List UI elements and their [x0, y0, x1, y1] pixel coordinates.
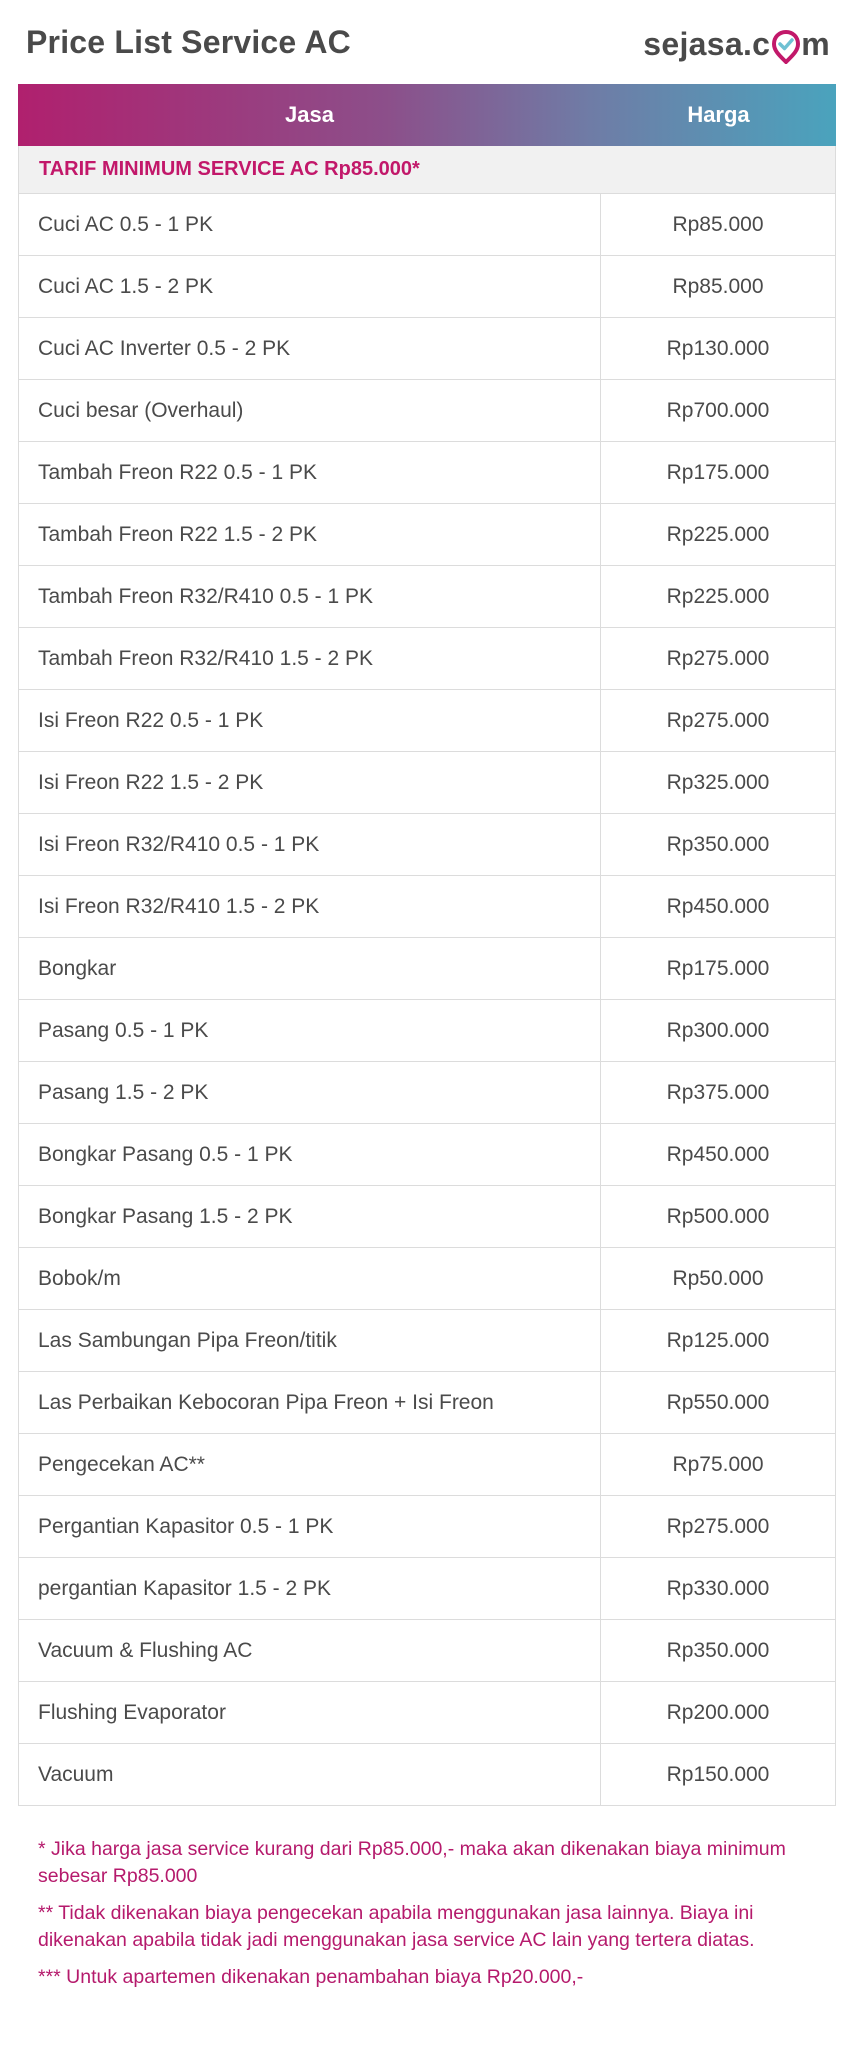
price-cell: Rp500.000 [666, 1204, 770, 1228]
table-row [19, 380, 835, 442]
service-name-cell: Isi Freon R22 0.5 - 1 PK [19, 690, 601, 751]
location-check-icon [772, 30, 800, 64]
service-name-cell: pergantian Kapasitor 1.5 - 2 PK [19, 1558, 601, 1619]
service-name-cell: Pergantian Kapasitor 0.5 - 1 PK [19, 1496, 601, 1557]
footnote: * Jika harga jasa service kurang dari Rp85.000,- maka akan dikenakan biaya minimum sebesar Rp85.000 [38, 1838, 786, 1887]
column-header-harga: Harga [687, 102, 750, 127]
price-cell: Rp50.000 [672, 1266, 764, 1290]
table-row [19, 566, 835, 628]
service-name-cell: Cuci AC 0.5 - 1 PK [19, 194, 601, 255]
page-header [0, 0, 854, 85]
table-row [19, 690, 835, 752]
price-cell: Rp275.000 [666, 708, 770, 732]
service-name-cell: Bongkar Pasang 1.5 - 2 PK [19, 1186, 601, 1247]
service-name-cell: Tambah Freon R32/R410 1.5 - 2 PK [19, 628, 601, 689]
service-name-cell: Tambah Freon R22 1.5 - 2 PK [19, 504, 601, 565]
table-row [19, 1682, 835, 1744]
price-cell: Rp350.000 [666, 832, 770, 856]
price-cell: Rp75.000 [672, 1452, 764, 1476]
footnote: *** Untuk apartemen dikenakan penambahan biaya Rp20.000,- [38, 1966, 584, 1988]
table-header [18, 84, 836, 146]
price-cell: Rp150.000 [666, 1762, 770, 1786]
price-cell: Rp700.000 [666, 398, 770, 422]
price-cell: Rp225.000 [666, 522, 770, 546]
table-row [19, 1062, 835, 1124]
service-name-cell: Cuci AC 1.5 - 2 PK [19, 256, 601, 317]
table-row [19, 1434, 835, 1496]
minimum-tariff-row: TARIF MINIMUM SERVICE AC Rp85.000* [18, 146, 836, 194]
service-name-cell: Bongkar [19, 938, 601, 999]
service-name-cell: Tambah Freon R22 0.5 - 1 PK [19, 442, 601, 503]
service-name-cell: Las Perbaikan Kebocoran Pipa Freon + Isi Freon [19, 1372, 601, 1433]
table-row [19, 876, 835, 938]
table-row [19, 1372, 835, 1434]
service-name-cell: Vacuum [19, 1744, 601, 1805]
table-row [19, 628, 835, 690]
service-name-cell: Bongkar Pasang 0.5 - 1 PK [19, 1124, 601, 1185]
price-cell: Rp175.000 [666, 460, 770, 484]
price-table [18, 84, 836, 1806]
service-name-cell: Vacuum & Flushing AC [19, 1620, 601, 1681]
table-body [18, 194, 836, 1806]
price-cell: Rp375.000 [666, 1080, 770, 1104]
price-cell: Rp225.000 [666, 584, 770, 608]
table-row [19, 814, 835, 876]
service-name-cell: Isi Freon R32/R410 1.5 - 2 PK [19, 876, 601, 937]
logo-text-suffix: m [801, 25, 830, 62]
table-row [19, 1310, 835, 1372]
table-row [19, 1248, 835, 1310]
price-cell: Rp450.000 [666, 1142, 770, 1166]
table-row [19, 256, 835, 318]
service-name-cell: Isi Freon R22 1.5 - 2 PK [19, 752, 601, 813]
table-row [19, 1186, 835, 1248]
price-cell: Rp130.000 [666, 336, 770, 360]
price-cell: Rp275.000 [666, 646, 770, 670]
service-name-cell: Pasang 1.5 - 2 PK [19, 1062, 601, 1123]
column-header-jasa: Jasa [285, 102, 334, 127]
table-row [19, 1620, 835, 1682]
price-cell: Rp325.000 [666, 770, 770, 794]
service-name-cell: Tambah Freon R32/R410 0.5 - 1 PK [19, 566, 601, 627]
price-cell: Rp200.000 [666, 1700, 770, 1724]
service-name-cell: Cuci AC Inverter 0.5 - 2 PK [19, 318, 601, 379]
table-row [19, 1558, 835, 1620]
table-row [19, 504, 835, 566]
logo-text-prefix: sejasa.c [643, 25, 771, 62]
table-row [19, 318, 835, 380]
price-cell: Rp330.000 [666, 1576, 770, 1600]
price-cell: Rp550.000 [666, 1390, 770, 1414]
price-cell: Rp450.000 [666, 894, 770, 918]
service-name-cell: Cuci besar (Overhaul) [19, 380, 601, 441]
price-cell: Rp125.000 [666, 1328, 770, 1352]
price-cell: Rp350.000 [666, 1638, 770, 1662]
footnotes [38, 1836, 818, 2001]
service-name-cell: Pengecekan AC** [19, 1434, 601, 1495]
table-row [19, 752, 835, 814]
service-name-cell: Flushing Evaporator [19, 1682, 601, 1743]
price-cell: Rp300.000 [666, 1018, 770, 1042]
service-name-cell: Isi Freon R32/R410 0.5 - 1 PK [19, 814, 601, 875]
service-name-cell: Pasang 0.5 - 1 PK [19, 1000, 601, 1061]
price-cell: Rp85.000 [672, 212, 764, 236]
page-title: Price List Service AC [26, 24, 351, 60]
table-row [19, 442, 835, 504]
table-row [19, 938, 835, 1000]
service-name-cell: Bobok/m [19, 1248, 601, 1309]
table-row [19, 1000, 835, 1062]
footnote: ** Tidak dikenakan biaya pengecekan apabila menggunakan jasa lainnya. Biaya ini dikenakan apabila tidak jadi menggunakan jasa service AC lain yang tertera diatas. [38, 1902, 755, 1951]
sejasa-logo[interactable] [643, 22, 830, 66]
table-row [19, 1496, 835, 1558]
price-cell: Rp275.000 [666, 1514, 770, 1538]
table-row [19, 1744, 835, 1806]
price-cell: Rp85.000 [672, 274, 764, 298]
service-name-cell: Las Sambungan Pipa Freon/titik [19, 1310, 601, 1371]
table-row [19, 1124, 835, 1186]
table-row [19, 194, 835, 256]
price-cell: Rp175.000 [666, 956, 770, 980]
